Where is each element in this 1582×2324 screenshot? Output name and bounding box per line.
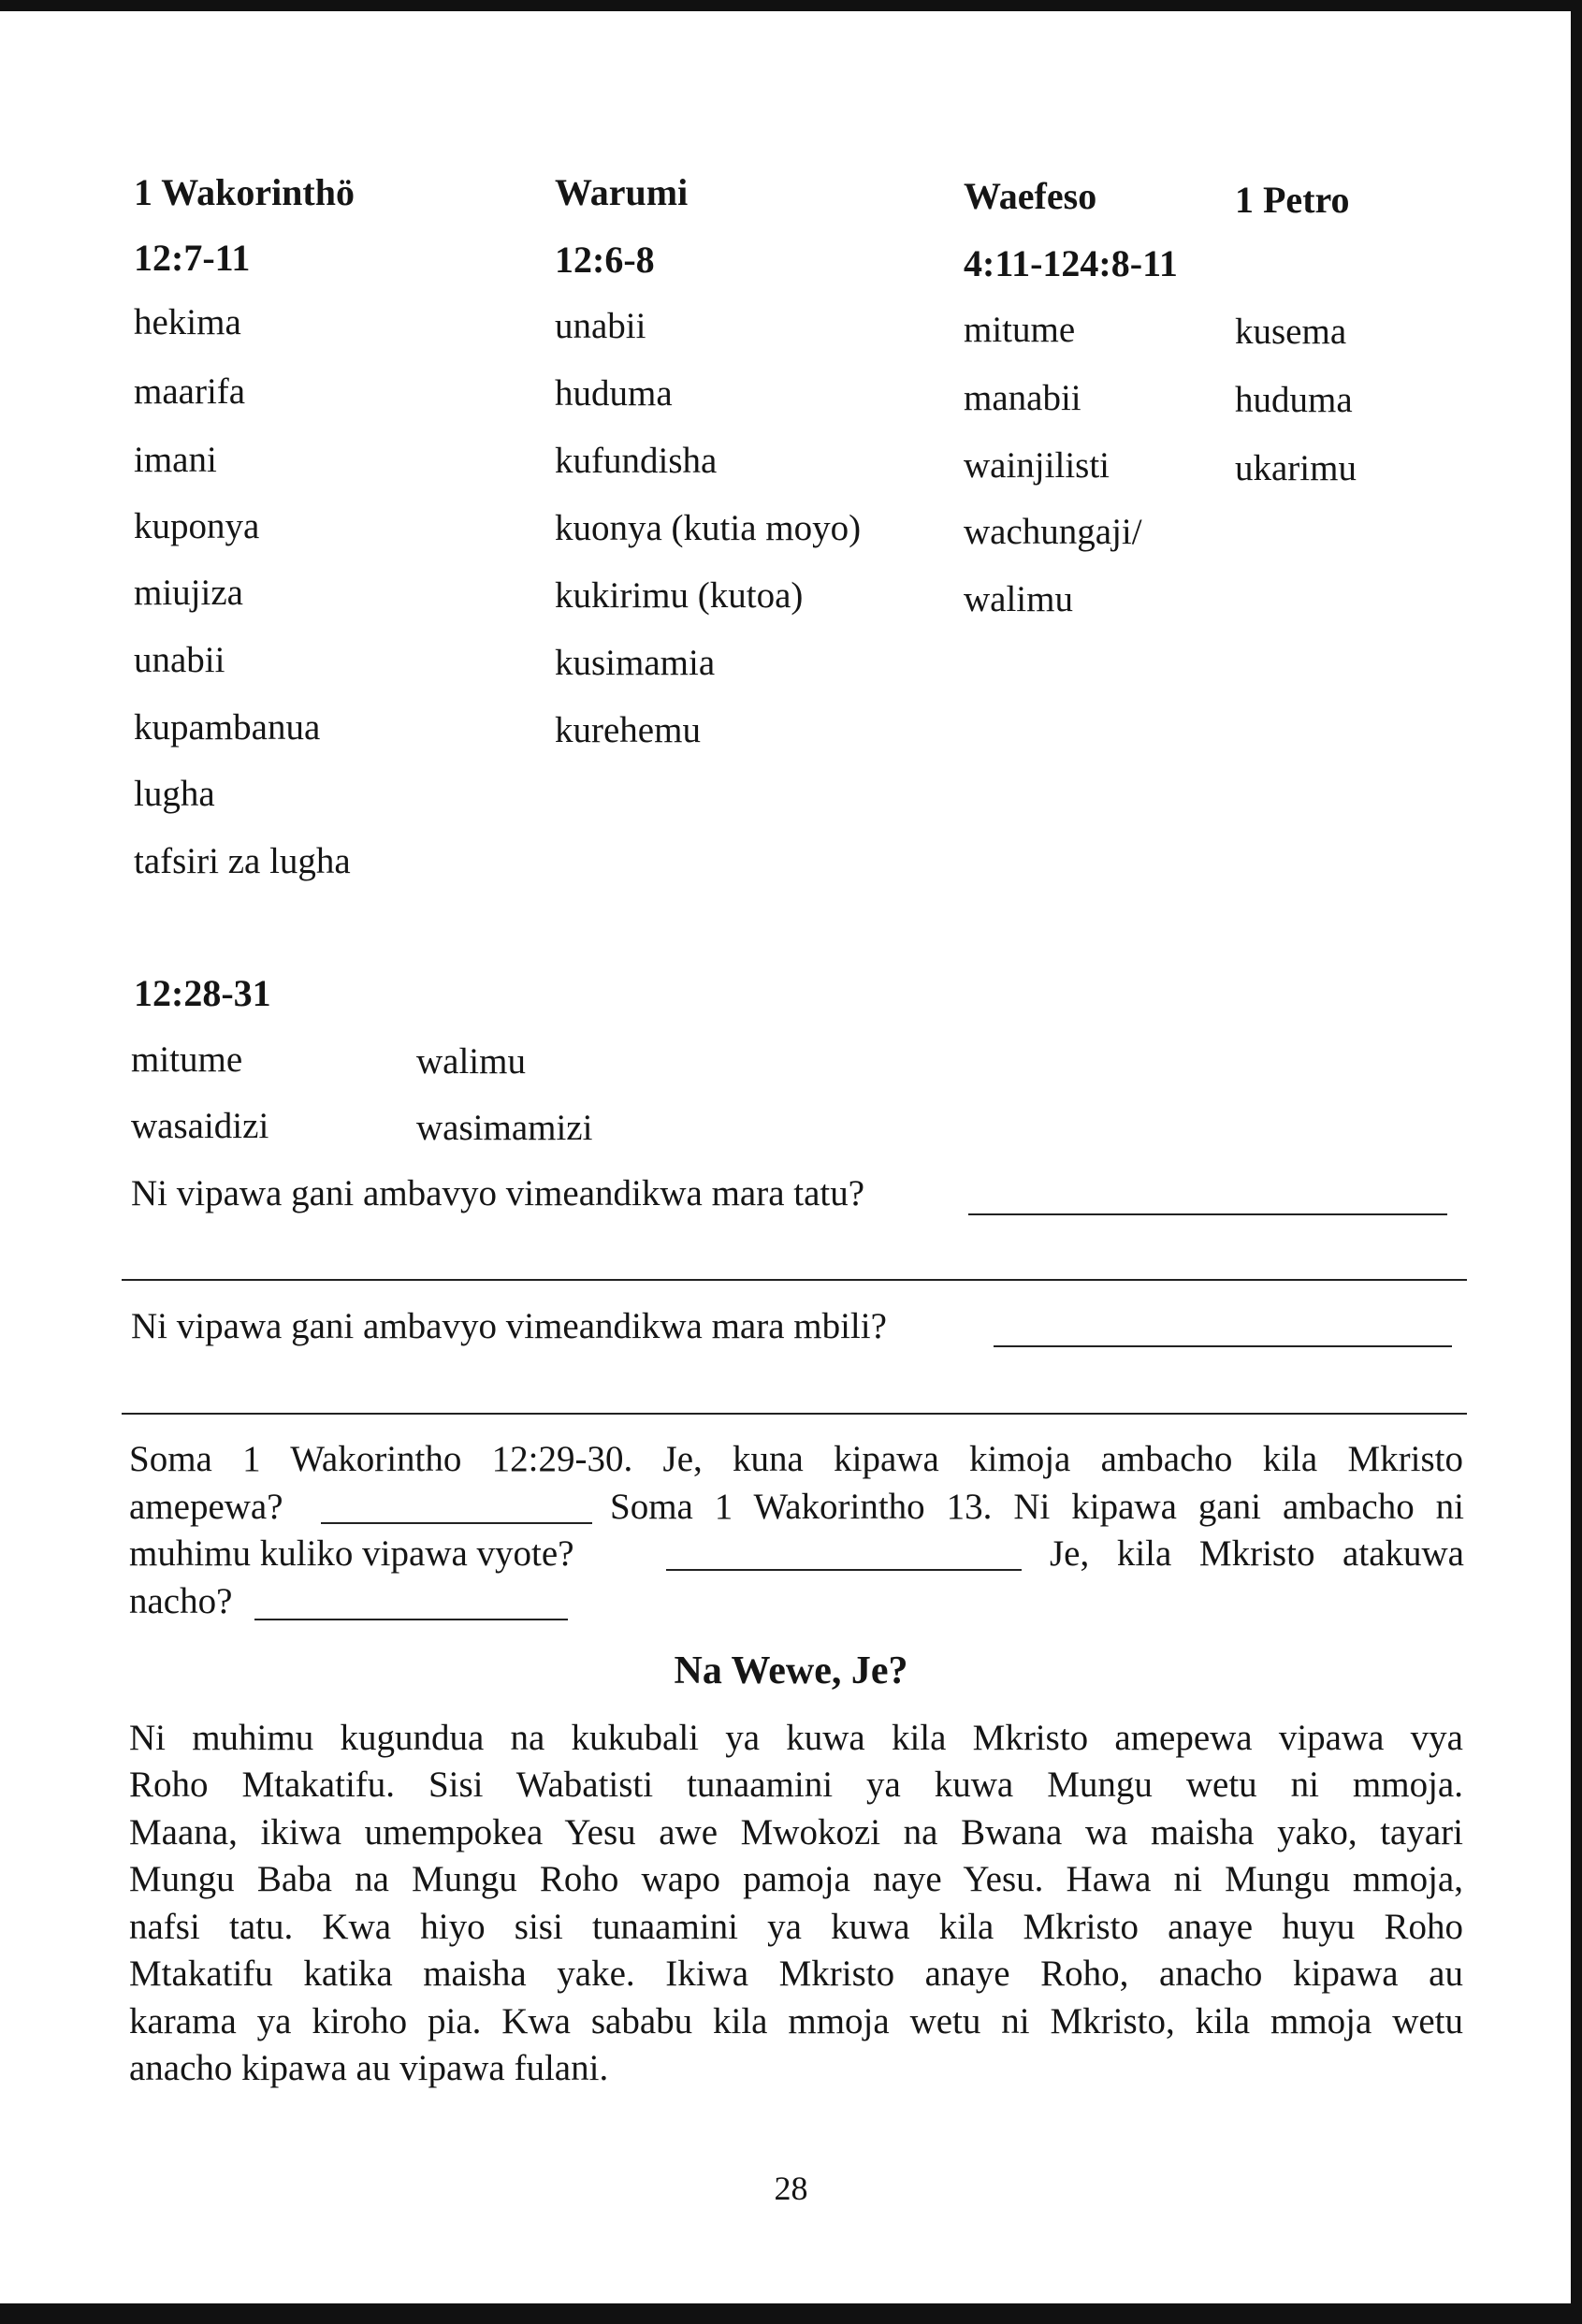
answer-blank [321,1522,592,1524]
gift-item: kurehemu [555,710,701,750]
gift-item: kufundisha [555,441,718,481]
paragraph-line: Mungu Baba na Mungu Roho wapo pamoja naye Yesu. Hawa ni Mungu mmoja, [129,1859,1463,1899]
column-heading-1-wakorintho: 1 Wakorinthö [134,171,355,213]
page-number: 28 [774,2170,808,2207]
gift-item: lugha [134,774,215,814]
section-ref-12-28-31: 12:28-31 [134,972,271,1014]
gift-item: unabii [134,640,225,680]
gift-item: miujiza [134,573,243,613]
gift-item: kuonya (kutia moyo) [555,508,862,548]
paragraph-line: Mtakatifu katika maisha yake. Ikiwa Mkristo anaye Roho, anacho kipawa au [129,1954,1463,1994]
exercise-line: Je, kila Mkristo atakuwa [1050,1533,1464,1574]
column-heading-1-petro: 1 Petro [1235,179,1350,221]
scan-edge-bottom [0,2303,1582,2324]
answer-blank [254,1619,568,1620]
gift-item: mitume [964,310,1076,350]
gift-item: wasimamizi [416,1108,593,1148]
gift-item: mitume [131,1039,243,1080]
gift-item: kusema [1235,312,1347,352]
answer-blank [968,1213,1447,1215]
gift-item: huduma [555,373,673,414]
exercise-line: muhimu kuliko vipawa vyote? [129,1533,574,1574]
paragraph-line: Ni muhimu kugundua na kukubali ya kuwa kila Mkristo amepewa vipawa vya [129,1718,1463,1758]
exercise-line: Soma 1 Wakorintho 12:29-30. Je, kuna kipawa kimoja ambacho kila Mkristo [129,1439,1463,1479]
answer-blank [122,1413,1467,1415]
gift-item: kukirimu (kutoa) [555,575,804,616]
column-ref-waefeso: 4:11-124:8-11 [964,242,1178,284]
exercise-line: nacho? [129,1581,233,1621]
gift-item: huduma [1235,380,1353,420]
exercise-line: Soma 1 Wakorintho 13. Ni kipawa gani ambacho ni [610,1487,1464,1527]
exercise-line: amepewa? [129,1487,283,1527]
scan-edge-top [0,0,1582,11]
gift-item: wachungaji/ [964,512,1142,552]
gift-item: imani [134,440,217,480]
paragraph-line: Maana, ikiwa umempokea Yesu awe Mwokozi na Bwana wa maisha yako, tayari [129,1812,1463,1852]
answer-blank [666,1569,1022,1571]
gift-item: walimu [416,1041,526,1082]
gift-item: kupambanua [134,707,321,748]
paragraph-line: nafsi tatu. Kwa hiyo sisi tunaamini ya kuwa kila Mkristo anaye huyu Roho [129,1907,1463,1947]
gift-item: hekima [134,302,241,342]
column-ref-warumi: 12:6-8 [555,239,655,281]
section-title: Na Wewe, Je? [674,1649,908,1692]
gift-item: manabii [964,378,1081,418]
question-two-times: Ni vipawa gani ambavyo vimeandikwa mara mbili? [131,1306,887,1346]
gift-item: tafsiri za lugha [134,841,351,881]
answer-blank [994,1345,1452,1347]
gift-item: unabii [555,306,646,346]
gift-item: wainjilisti [964,445,1110,486]
gift-item: kusimamia [555,643,716,683]
answer-blank [122,1279,1467,1281]
gift-item: maarifa [134,371,246,412]
gift-item: kuponya [134,506,260,546]
scan-edge-right [1571,0,1582,2324]
column-heading-warumi: Warumi [555,171,689,213]
paragraph-line: karama ya kiroho pia. Kwa sababu kila mmoja wetu ni Mkristo, kila mmoja wetu [129,2001,1463,2041]
gift-item: ukarimu [1235,448,1357,488]
gift-item: wasaidizi [131,1106,269,1146]
column-heading-waefeso: Waefeso [964,175,1097,217]
column-ref-1-wakorintho: 12:7-11 [134,237,251,279]
gift-item: walimu [964,579,1073,619]
paragraph-line: anacho kipawa au vipawa fulani. [129,2048,609,2088]
paragraph-line: Roho Mtakatifu. Sisi Wabatisti tunaamini ya kuwa Mungu wetu ni mmoja. [129,1765,1463,1805]
question-three-times: Ni vipawa gani ambavyo vimeandikwa mara tatu? [131,1173,865,1213]
